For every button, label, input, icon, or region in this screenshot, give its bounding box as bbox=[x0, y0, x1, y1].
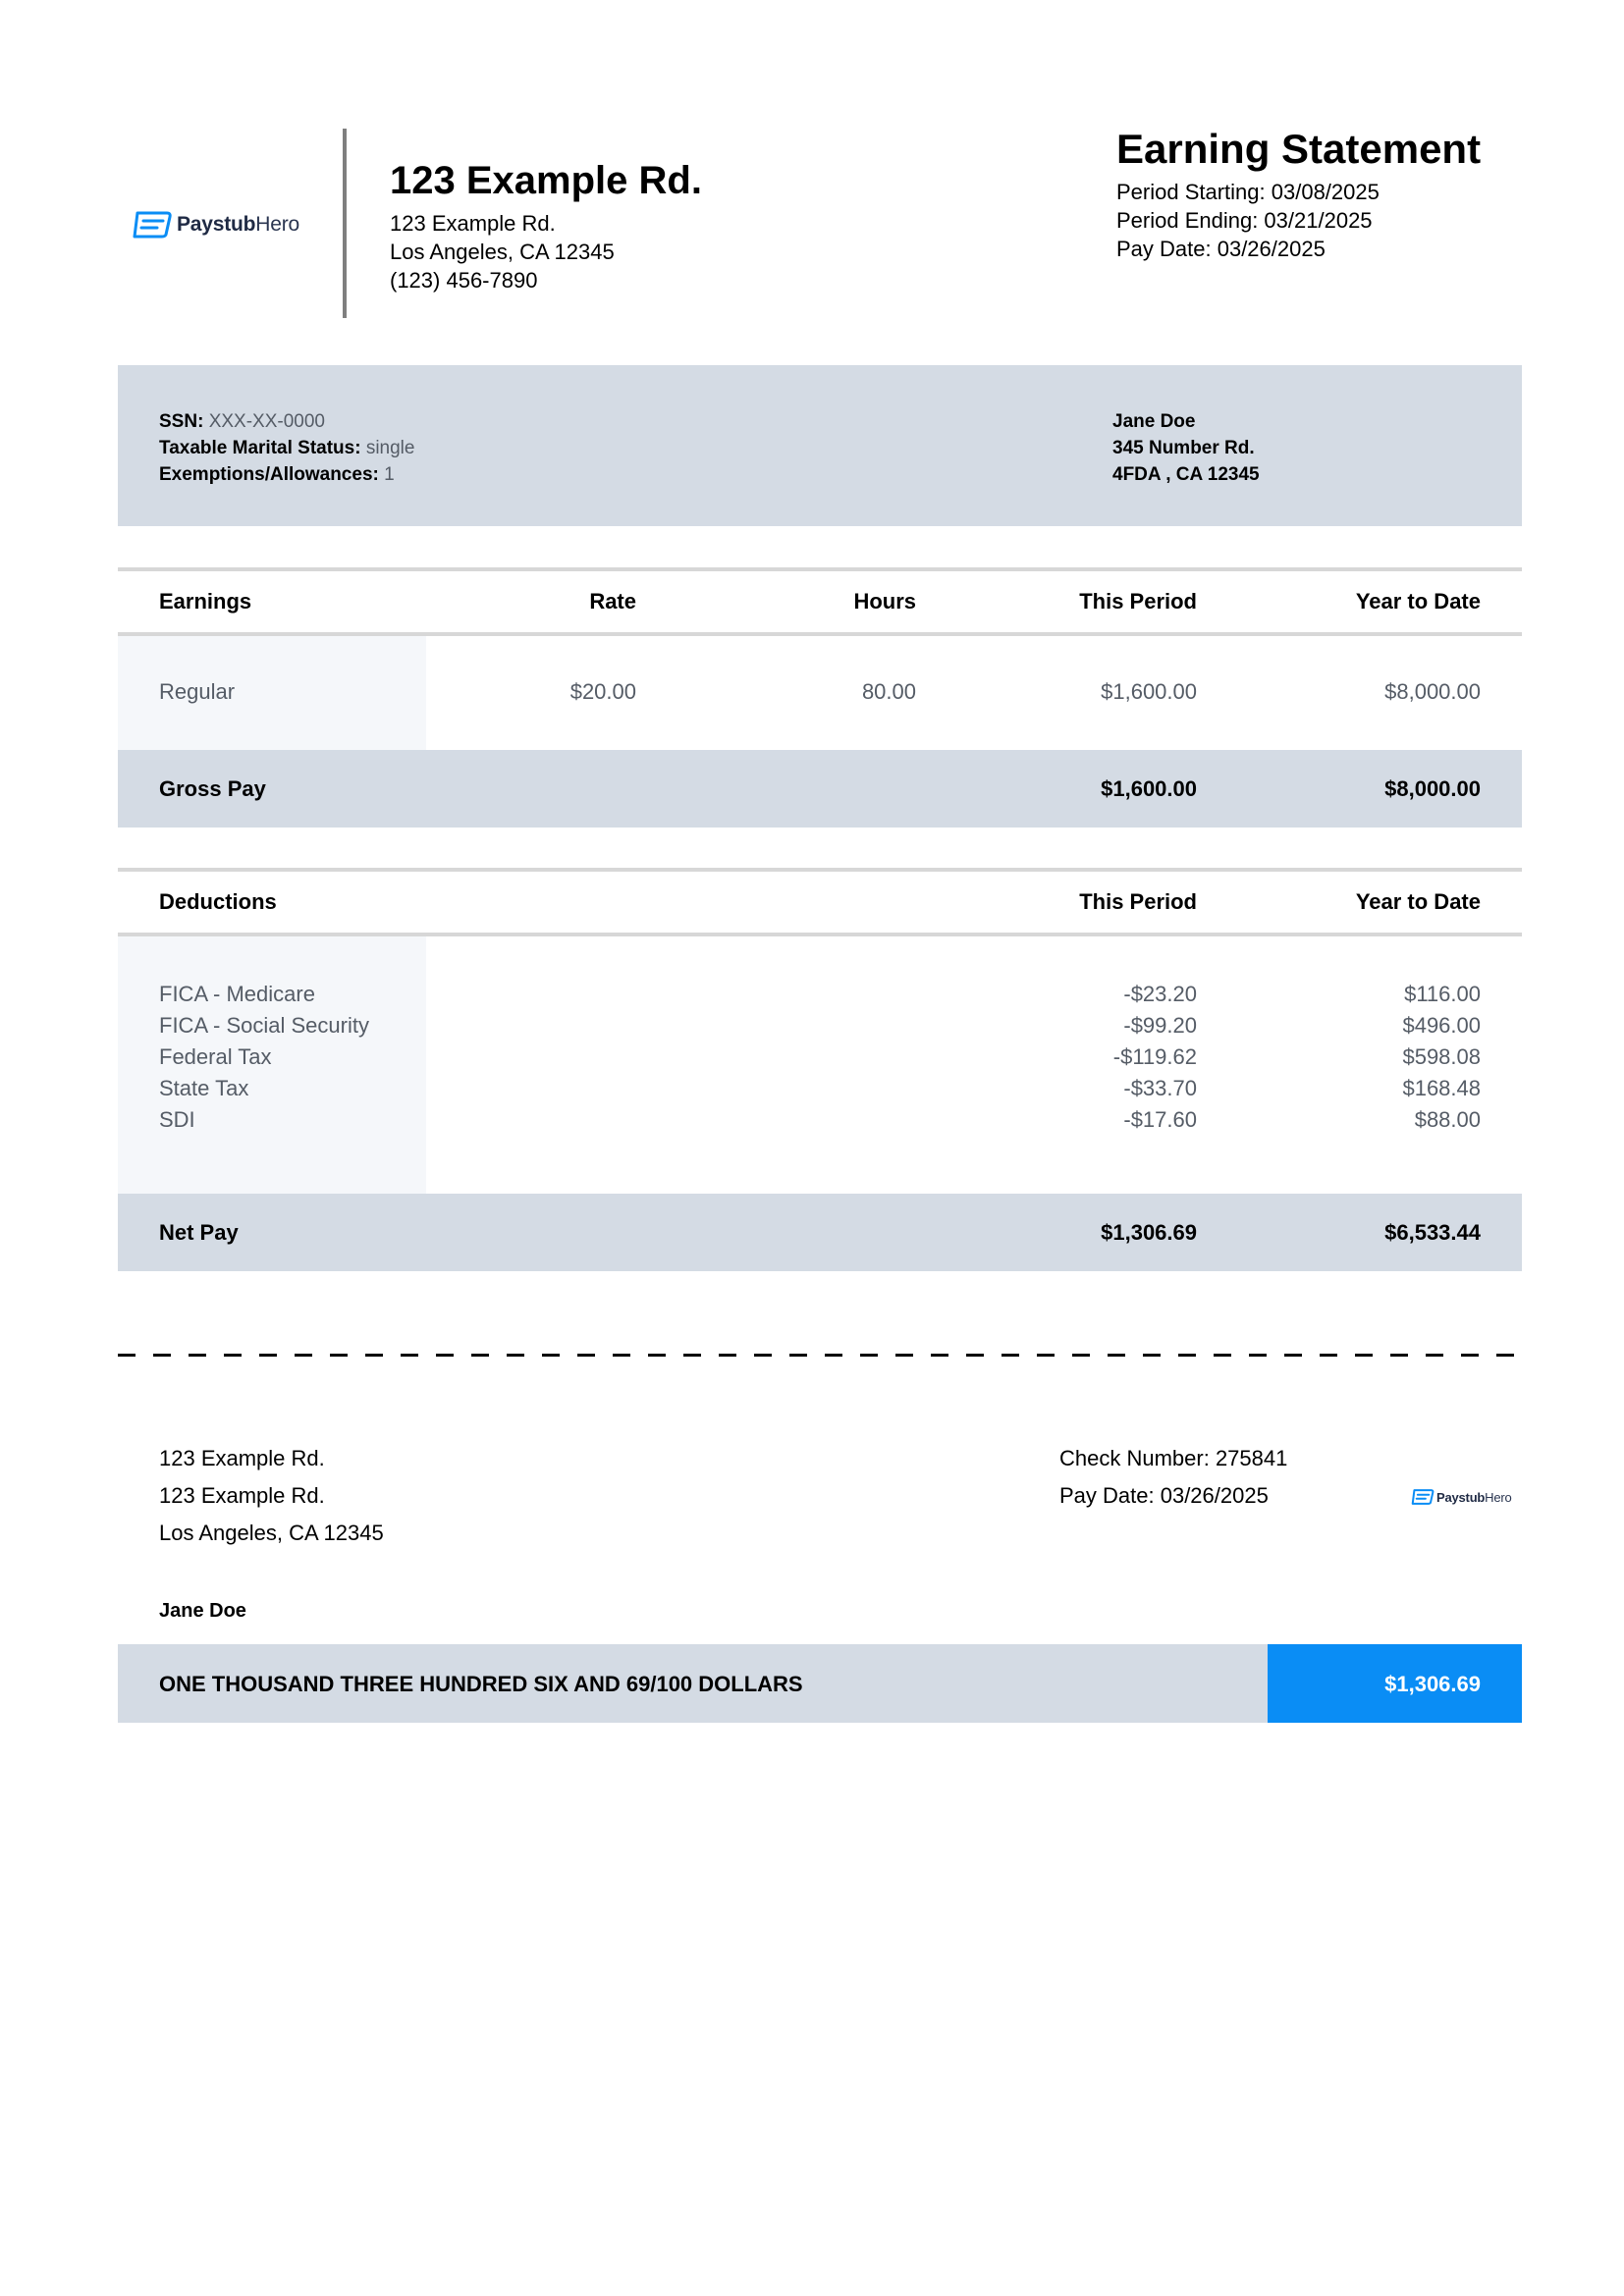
net-pay-ytd: $6,533.44 bbox=[1384, 1220, 1481, 1245]
employee-address-line1: 345 Number Rd. bbox=[1112, 438, 1255, 458]
gross-pay-this-period: $1,600.00 bbox=[1101, 776, 1197, 801]
employee-name: Jane Doe bbox=[1112, 411, 1196, 432]
deduction-ytd: $88.00 bbox=[1414, 1107, 1481, 1132]
earning-rate: $20.00 bbox=[569, 679, 636, 704]
deduction-this-period: -$99.20 bbox=[1123, 1013, 1197, 1038]
check-address-line2: 123 Example Rd. bbox=[159, 1483, 325, 1508]
statement-pay-date: Pay Date: 03/26/2025 bbox=[1116, 237, 1326, 261]
deductions-header: Deductions bbox=[159, 889, 277, 914]
check-payee: Jane Doe bbox=[159, 1600, 246, 1622]
deduction-ytd: $496.00 bbox=[1402, 1013, 1481, 1038]
deduction-ytd: $168.48 bbox=[1402, 1076, 1481, 1100]
period-starting: Period Starting: 03/08/2025 bbox=[1116, 180, 1380, 204]
check-brand-name: PaystubHero bbox=[1436, 1489, 1512, 1505]
deduction-this-period-values bbox=[1001, 979, 1197, 1136]
brand-name: PaystubHero bbox=[177, 213, 300, 236]
company-address bbox=[390, 209, 615, 294]
earning-hours: 80.00 bbox=[861, 679, 916, 704]
deduction-name: FICA - Social Security bbox=[159, 1013, 369, 1038]
deduction-this-period: -$33.70 bbox=[1123, 1076, 1197, 1100]
period-ending: Period Ending: 03/21/2025 bbox=[1116, 208, 1373, 233]
net-pay-this-period: $1,306.69 bbox=[1101, 1220, 1197, 1245]
rate-header: Rate bbox=[589, 589, 636, 614]
deductions-this-period-header: This Period bbox=[1079, 889, 1197, 914]
deduction-name: State Tax bbox=[159, 1076, 249, 1100]
earning-this-period: $1,600.00 bbox=[1101, 679, 1197, 704]
hours-header: Hours bbox=[853, 589, 916, 614]
check-address-line3: Los Angeles, CA 12345 bbox=[159, 1521, 384, 1545]
earning-name: Regular bbox=[159, 679, 236, 704]
gross-pay-ytd: $8,000.00 bbox=[1384, 776, 1481, 801]
deduction-this-period: -$119.62 bbox=[1112, 1044, 1197, 1069]
gross-pay-label: Gross Pay bbox=[159, 776, 266, 801]
statement-title: Earning Statement bbox=[1116, 126, 1482, 172]
deduction-this-period: -$23.20 bbox=[1123, 982, 1197, 1006]
check-amount: $1,306.69 bbox=[1384, 1672, 1481, 1696]
brand-logo bbox=[132, 207, 308, 242]
company-address-line1: 123 Example Rd. bbox=[390, 211, 556, 236]
deduction-this-period: -$17.60 bbox=[1123, 1107, 1197, 1132]
check-pay-date: Pay Date: 03/26/2025 bbox=[1059, 1483, 1269, 1508]
deduction-names bbox=[159, 979, 369, 1136]
exemptions-row: Exemptions/Allowances: 1 bbox=[159, 464, 395, 485]
check-details bbox=[1059, 1440, 1287, 1515]
amount-in-words: ONE THOUSAND THREE HUNDRED SIX AND 69/100 DOLLARS bbox=[159, 1672, 803, 1696]
check-address-line1: 123 Example Rd. bbox=[159, 1446, 325, 1470]
employee-address bbox=[1112, 408, 1260, 488]
company-phone: (123) 456-7890 bbox=[390, 268, 538, 293]
marital-status-row: Taxable Marital Status: single bbox=[159, 438, 415, 458]
deduction-name: Federal Tax bbox=[159, 1044, 272, 1069]
deduction-name: FICA - Medicare bbox=[159, 982, 315, 1006]
deduction-ytd: $116.00 bbox=[1404, 982, 1481, 1006]
earnings-top-rule bbox=[118, 567, 1522, 571]
earnings-header: Earnings bbox=[159, 589, 252, 614]
statement-period bbox=[1116, 178, 1380, 263]
this-period-header: This Period bbox=[1079, 589, 1197, 614]
employee-tax-info bbox=[159, 408, 414, 488]
check-payer-address bbox=[159, 1440, 384, 1552]
check-number: Check Number: 275841 bbox=[1059, 1446, 1288, 1470]
ytd-header: Year to Date bbox=[1355, 589, 1481, 614]
earning-ytd: $8,000.00 bbox=[1384, 679, 1481, 704]
company-name: 123 Example Rd. bbox=[390, 159, 702, 202]
employee-address-line2: 4FDA , CA 12345 bbox=[1112, 464, 1260, 485]
check-brand-logo bbox=[1411, 1488, 1512, 1506]
header-divider bbox=[343, 129, 347, 318]
net-pay-label: Net Pay bbox=[159, 1220, 239, 1245]
paystubhero-logo-icon bbox=[1411, 1488, 1435, 1506]
paystubhero-logo-icon bbox=[132, 210, 173, 240]
company-address-line2: Los Angeles, CA 12345 bbox=[390, 240, 615, 264]
deduction-ytd: $598.08 bbox=[1402, 1044, 1481, 1069]
tear-off-line bbox=[118, 1354, 1522, 1357]
deductions-top-rule bbox=[118, 868, 1522, 872]
deduction-ytd-values bbox=[1284, 979, 1481, 1136]
ssn-row: SSN: XXX-XX-0000 bbox=[159, 411, 325, 432]
deduction-name: SDI bbox=[159, 1107, 195, 1132]
deductions-ytd-header: Year to Date bbox=[1355, 889, 1481, 914]
